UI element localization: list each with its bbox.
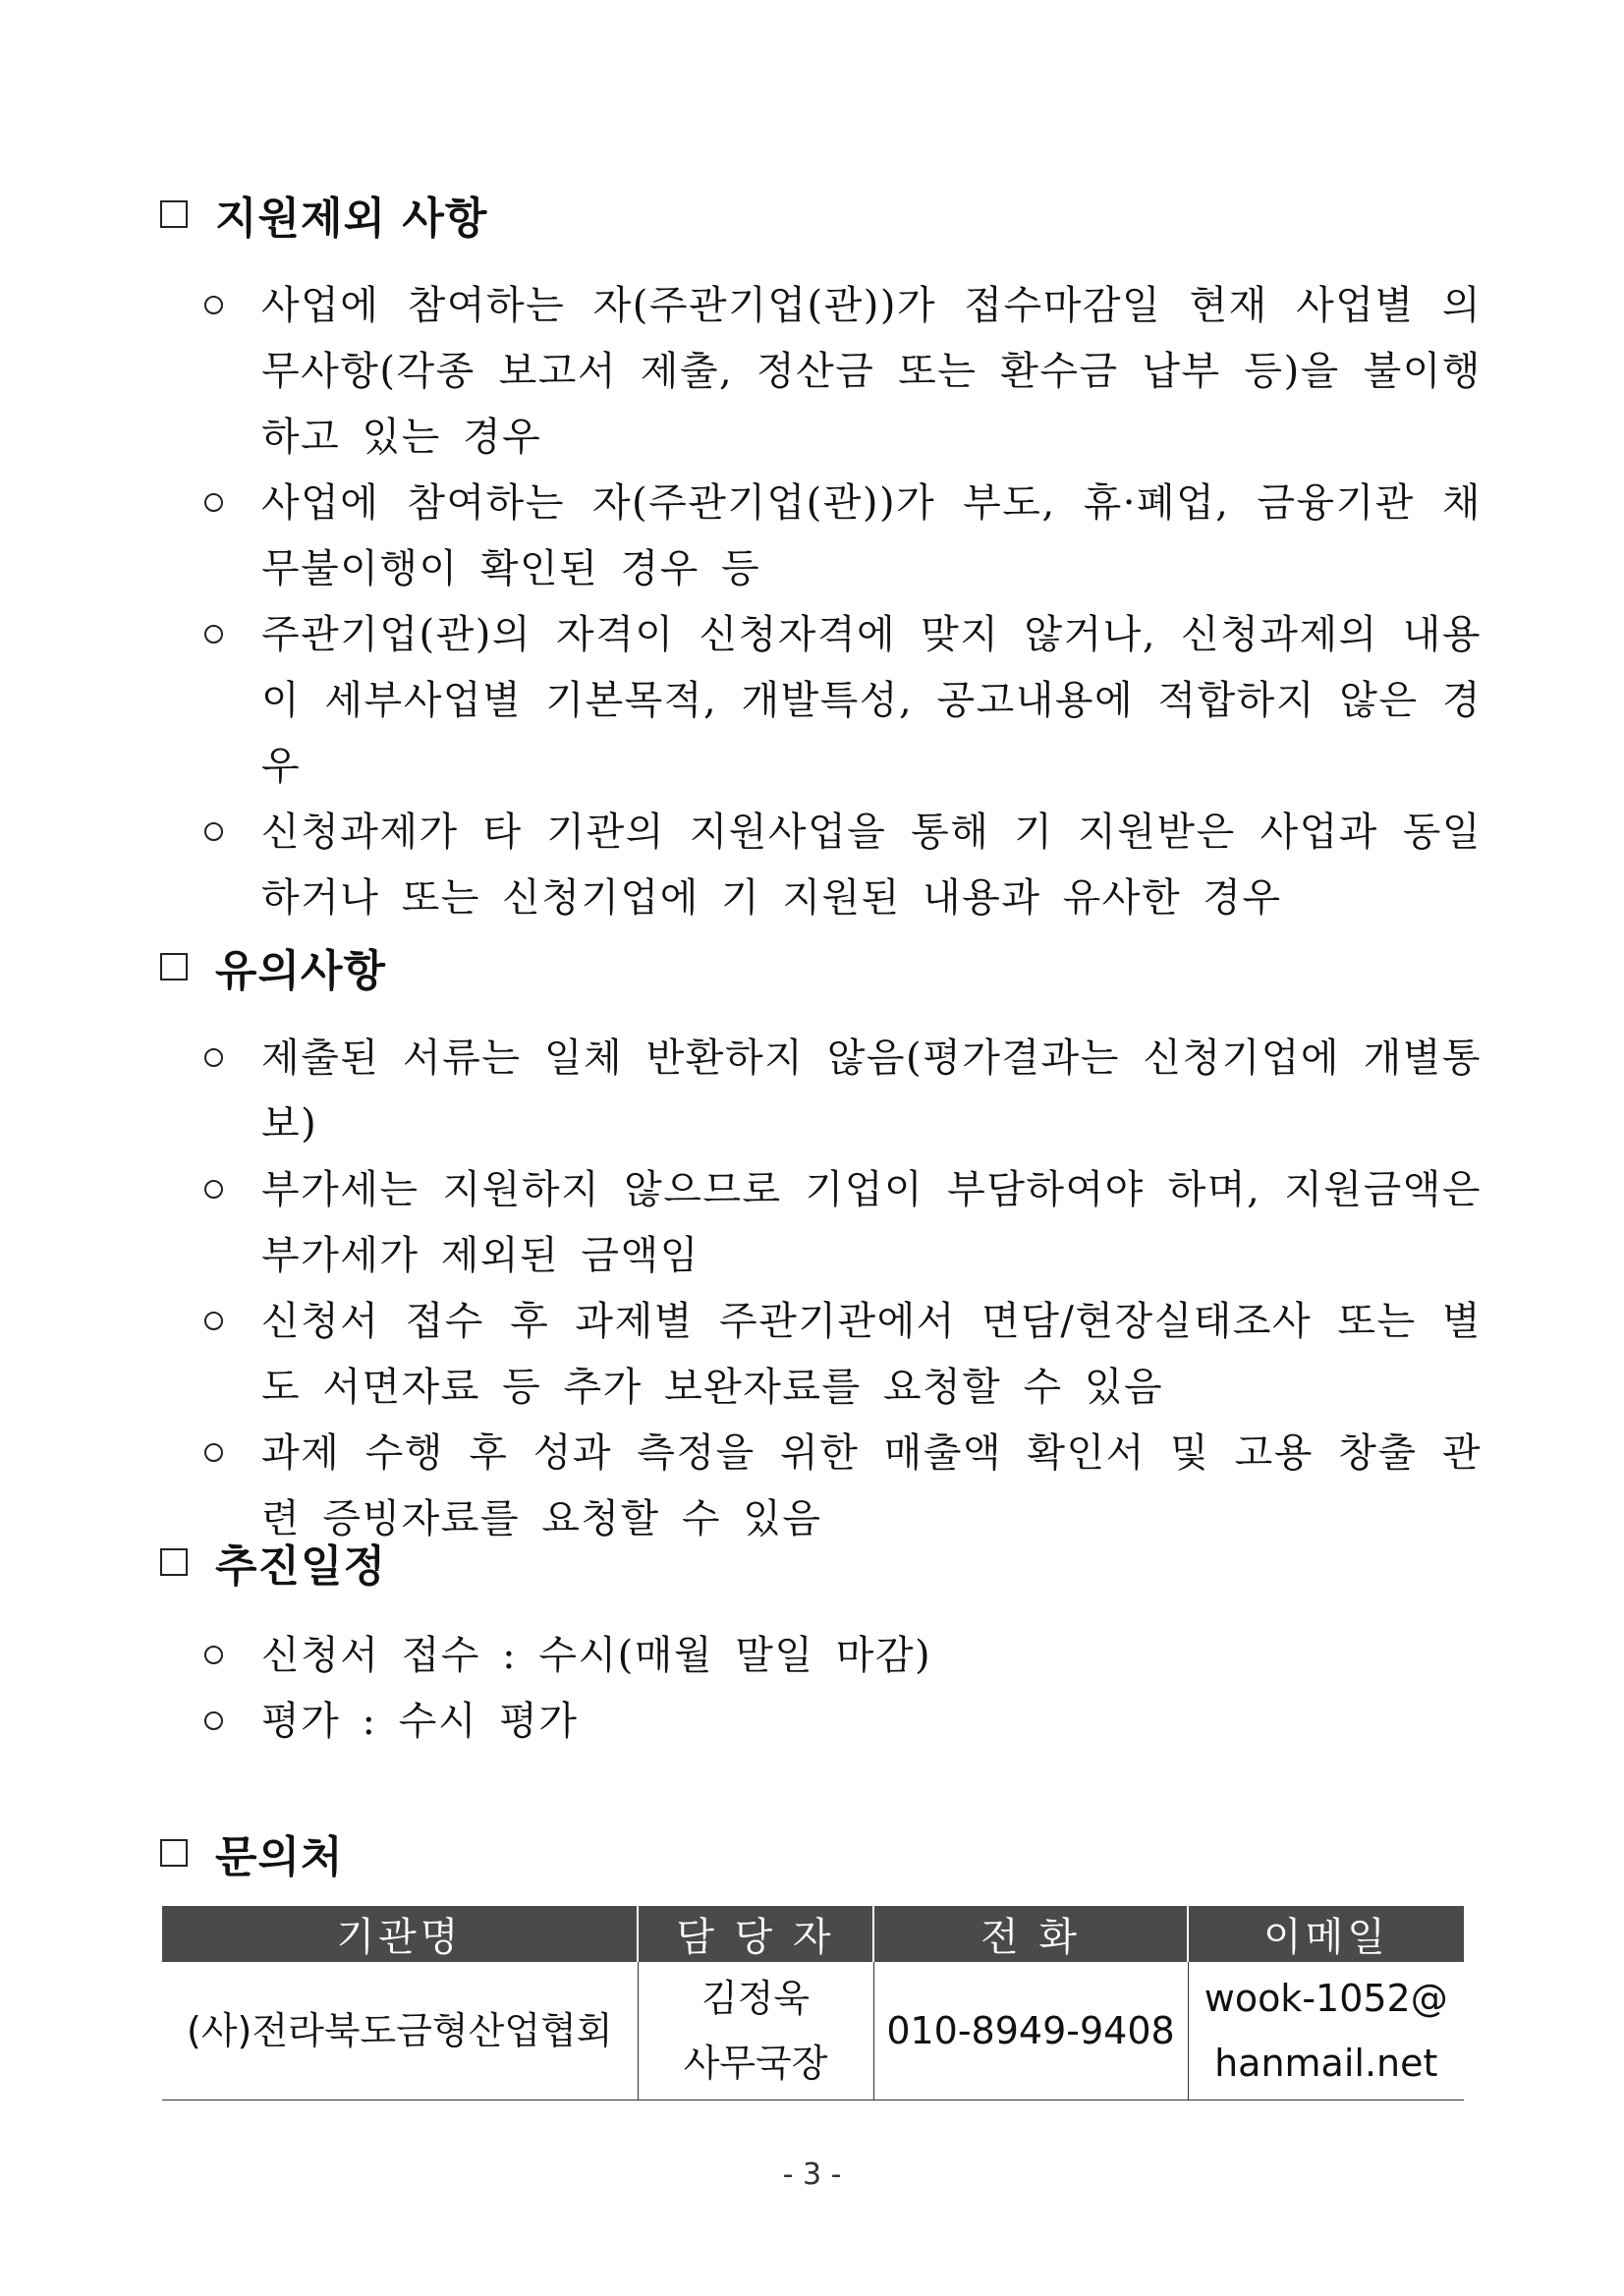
checkbox-square-icon: [160, 200, 188, 228]
list-item: [204, 1289, 1482, 1421]
checkbox-square-icon: [160, 1839, 188, 1867]
org-cell: (사)전라북도금형산업협회: [162, 1962, 638, 2100]
circle-bullet-icon: [204, 625, 223, 644]
circle-bullet-icon: [204, 822, 223, 841]
section-heading-text: 문의처: [215, 1832, 344, 1882]
page-number: - 3 -: [782, 2157, 842, 2192]
list-item-text: 사업에 참여하는 자(주관기업(관))가 부도, 휴·폐업, 금융기관 채무불이행이 확인된 경우 등: [261, 480, 1482, 591]
list-item: [204, 602, 1482, 800]
list-item: [204, 1421, 1482, 1552]
list-item: [204, 1689, 1482, 1755]
list-item: [204, 1026, 1482, 1157]
circle-bullet-icon: [204, 1443, 223, 1462]
circle-bullet-icon: [204, 1312, 223, 1330]
checkbox-square-icon: [160, 1548, 188, 1576]
list-item-text: 주관기업(관)의 자격이 신청자격에 맞지 않거나, 신청과제의 내용이 세부사업별 기본목적, 개발특성, 공고내용에 적합하지 않은 경우: [261, 612, 1482, 789]
section-heading-text: 추진일정: [215, 1541, 387, 1592]
section-heading-notes: [160, 937, 386, 996]
circle-bullet-icon: [204, 1048, 223, 1067]
list-item-text: 신청과제가 타 기관의 지원사업을 통해 기 지원받은 사업과 동일하거나 또는 신청기업에 기 지원된 내용과 유사한 경우: [261, 810, 1482, 921]
table-row: [162, 1962, 1464, 2100]
column-header-email: 이메일: [1188, 1906, 1464, 1962]
checkbox-square-icon: [160, 953, 188, 980]
list-item-text: 부가세는 지원하지 않으므로 기업이 부담하여야 하며, 지원금액은 부가세가 제외된 금액임: [261, 1167, 1482, 1278]
list-item-text: 평가 : 수시 평가: [261, 1699, 579, 1744]
list-item: [204, 1157, 1482, 1289]
circle-bullet-icon: [204, 493, 223, 512]
email-line-2: hanmail.net: [1214, 2042, 1438, 2085]
section-heading-text: 지원제외 사항: [215, 194, 488, 244]
circle-bullet-icon: [204, 296, 223, 314]
exclusions-list: [204, 273, 1482, 931]
section-heading-schedule: [160, 1533, 386, 1592]
list-item: [204, 800, 1482, 931]
column-header-person: 담 당 자: [638, 1906, 873, 1962]
list-item-text: 제출된 서류는 일체 반환하지 않음(평가결과는 신청기업에 개별통보): [261, 1036, 1482, 1147]
person-cell: [638, 1962, 873, 2100]
section-heading-exclusions: [160, 185, 487, 244]
email-cell: [1188, 1962, 1464, 2100]
person-title: 사무국장: [683, 2042, 828, 2085]
person-name: 김정욱: [700, 1977, 811, 2020]
section-heading-text: 유의사항: [215, 946, 387, 996]
list-item-text: 과제 수행 후 성과 측정을 위한 매출액 확인서 및 고용 창출 관련 증빙자료를 요청할 수 있음: [261, 1430, 1482, 1541]
schedule-list: [204, 1623, 1482, 1755]
contact-table: [162, 1906, 1464, 2100]
list-item-text: 신청서 접수 후 과제별 주관기관에서 면담/현장실태조사 또는 별도 서면자료 등 추가 보완자료를 요청할 수 있음: [261, 1299, 1482, 1410]
column-header-phone: 전 화: [873, 1906, 1188, 1962]
circle-bullet-icon: [204, 1646, 223, 1664]
column-header-org: 기관명: [162, 1906, 638, 1962]
list-item: [204, 471, 1482, 602]
circle-bullet-icon: [204, 1180, 223, 1199]
notes-list: [204, 1026, 1482, 1552]
phone-cell: 010-8949-9408: [873, 1962, 1188, 2100]
list-item-text: 신청서 접수 : 수시(매월 말일 마감): [261, 1633, 932, 1678]
section-heading-contact: [160, 1823, 344, 1882]
table-header-row: [162, 1906, 1464, 1962]
list-item-text: 사업에 참여하는 자(주관기업(관))가 접수마감일 현재 사업별 의무사항(각종 보고서 제출, 정산금 또는 환수금 납부 등)을 불이행하고 있는 경우: [261, 283, 1482, 460]
list-item: [204, 273, 1482, 471]
circle-bullet-icon: [204, 1711, 223, 1730]
list-item: [204, 1623, 1482, 1689]
email-line-1: wook-1052@: [1204, 1977, 1448, 2020]
